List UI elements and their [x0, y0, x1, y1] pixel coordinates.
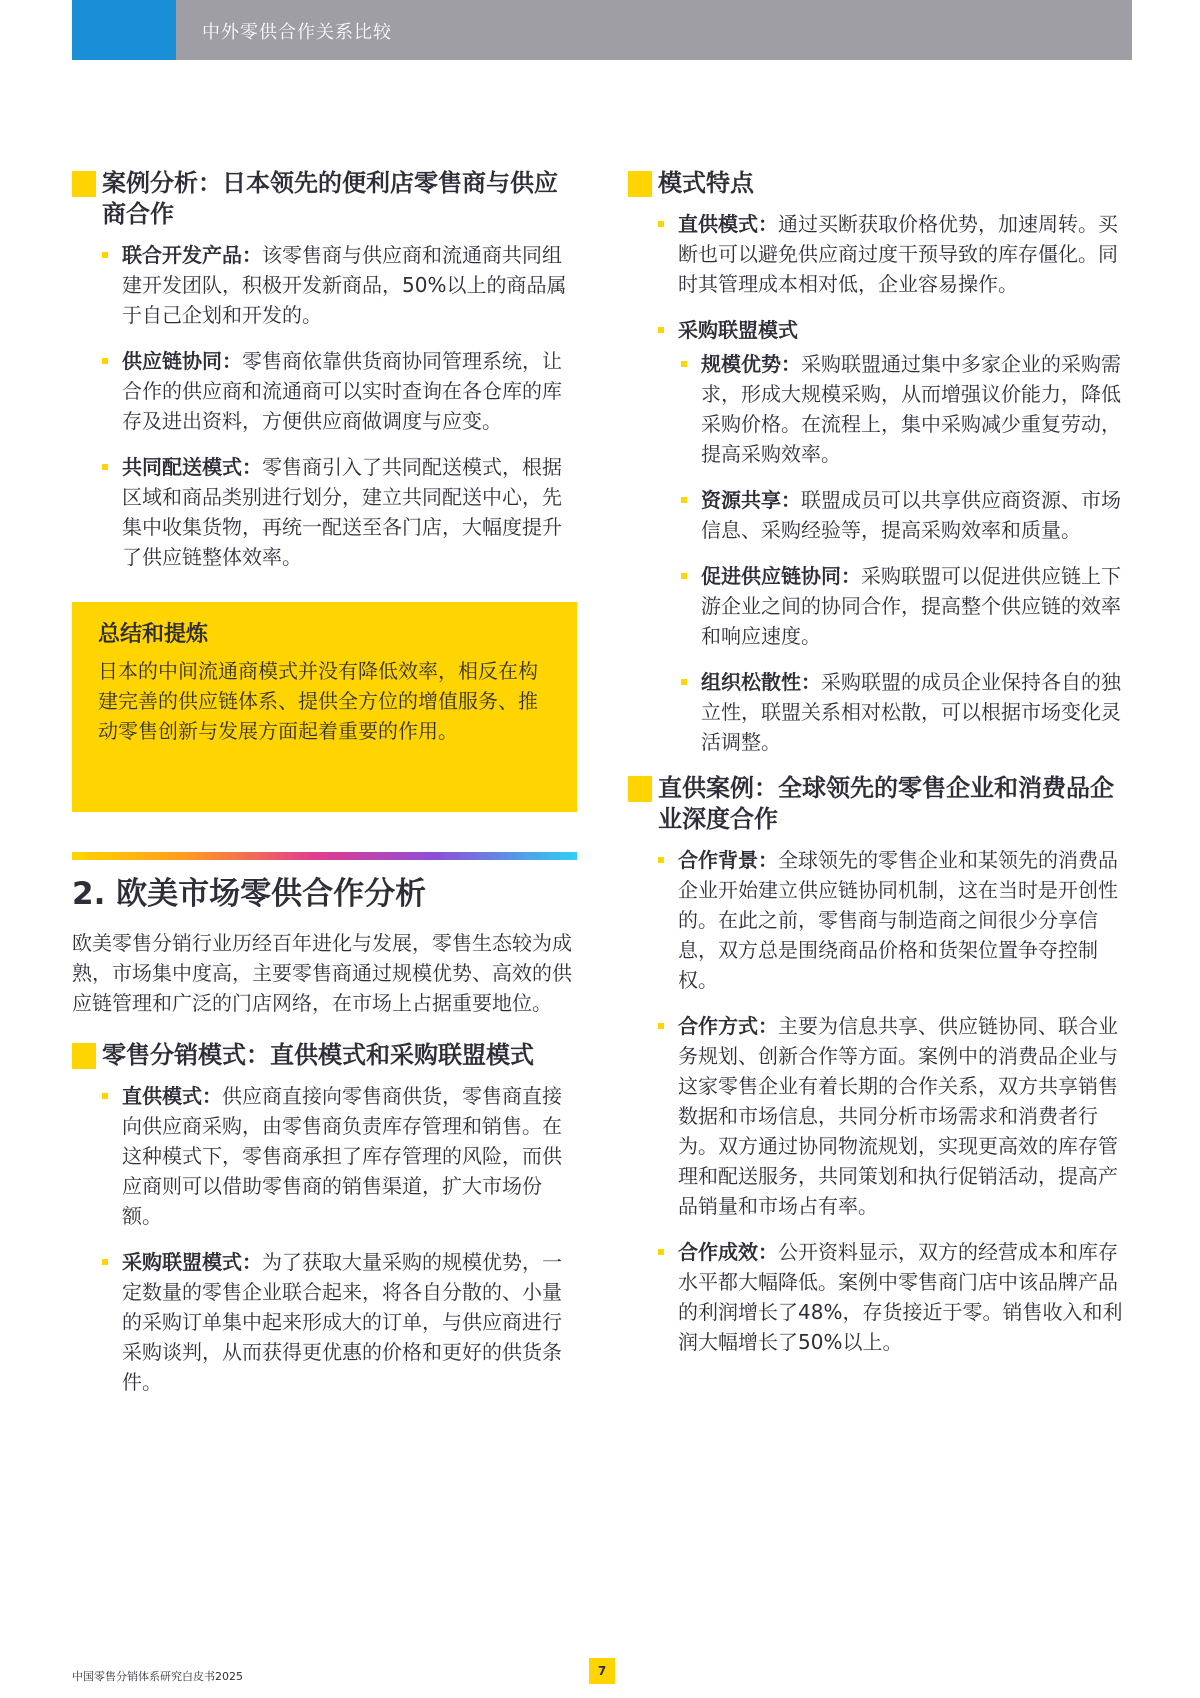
item-label: 直供模式：	[678, 212, 778, 236]
page-header	[72, 0, 1132, 60]
list-item	[628, 845, 1133, 995]
item-label: 直供模式：	[122, 1084, 222, 1108]
summary-box	[72, 602, 577, 812]
item-label: 采购联盟模式：	[122, 1250, 262, 1274]
alliance-sublist	[678, 349, 1133, 757]
item-label: 组织松散性：	[701, 670, 821, 694]
item-text: 采购联盟的成员企业保持各自的独立性，联盟关系相对松散，可以根据市场变化灵活调整。	[701, 670, 1121, 754]
item-label: 共同配送模式：	[122, 455, 262, 479]
item-label: 联合开发产品：	[122, 243, 262, 267]
item-text: 零售商依靠供货商协同管理系统，让合作的供应商和流通商可以实时查询在各仓库的库存及进出资料，方便供应商做调度与应变。	[122, 349, 562, 433]
features-list	[628, 209, 1133, 757]
item-text: 为了获取大量采购的规模优势，一定数量的零售企业联合起来，将各自分散的、小量的采购订单集中起来形成大的订单，与供应商进行采购谈判，从而获得更优惠的价格和更好的供货条件。	[122, 1250, 562, 1394]
case-analysis-list	[72, 240, 577, 572]
list-item	[628, 1011, 1133, 1221]
direct-case-list	[628, 845, 1133, 1357]
list-item	[628, 1237, 1133, 1357]
item-text: 该零售商与供应商和流通商共同组建开发团队，积极开发新商品，50%以上的商品属于自己企划和开发的。	[122, 243, 567, 327]
item-label: 合作背景：	[678, 848, 778, 872]
list-item	[72, 452, 577, 572]
page-number: 7	[589, 1658, 615, 1684]
item-text: 采购联盟可以促进供应链上下游企业之间的协同合作，提高整个供应链的效率和响应速度。	[701, 564, 1121, 648]
section-divider	[72, 852, 577, 860]
list-item	[72, 240, 577, 330]
list-item	[628, 315, 1133, 757]
footer-document-title: 中国零售分销体系研究白皮书2025	[72, 1670, 243, 1683]
section2-title: 2. 欧美市场零供合作分析	[72, 876, 427, 912]
sub-list-item	[678, 349, 1133, 469]
features-heading: 模式特点	[628, 168, 1133, 199]
list-item	[72, 1247, 577, 1397]
item-label: 合作方式：	[678, 1014, 778, 1038]
list-item	[628, 209, 1133, 299]
summary-title: 总结和提炼	[98, 622, 209, 647]
item-text: 供应商直接向零售商供货，零售商直接向供应商采购，由零售商负责库存管理和销售。在这种模式下，零售商承担了库存管理的风险，而供应商则可以借助零售商的销售渠道，扩大市场份额。	[122, 1084, 562, 1228]
item-text: 全球领先的零售企业和某领先的消费品企业开始建立供应链协同机制，这在当时是开创性的。在此之前，零售商与制造商之间很少分享信息，双方总是围绕商品价格和货架位置争夺控制权。	[678, 848, 1118, 992]
left-column	[72, 168, 577, 1413]
item-label: 资源共享：	[701, 488, 801, 512]
header-title: 中外零供合作关系比较	[202, 22, 392, 43]
item-text: 零售商引入了共同配送模式，根据区域和商品类别进行划分，建立共同配送中心，先集中收集货物，再统一配送至各门店，大幅度提升了供应链整体效率。	[122, 455, 562, 569]
case-analysis-heading: 案例分析：日本领先的便利店零售商与供应商合作	[72, 168, 577, 230]
item-text: 联盟成员可以共享供应商资源、市场信息、采购经验等，提高采购效率和质量。	[701, 488, 1121, 542]
item-label: 供应链协同：	[122, 349, 242, 373]
list-item	[72, 346, 577, 436]
header-accent-block	[72, 0, 176, 60]
item-text: 通过买断获取价格优势，加速周转。买断也可以避免供应商过度干预导致的库存僵化。同时其管理成本相对低，企业容易操作。	[678, 212, 1118, 296]
distribution-mode-heading: 零售分销模式：直供模式和采购联盟模式	[72, 1040, 577, 1071]
item-label: 促进供应链协同：	[701, 564, 861, 588]
direct-case-heading: 直供案例：全球领先的零售企业和消费品企业深度合作	[628, 773, 1133, 835]
item-label: 规模优势：	[701, 352, 801, 376]
sub-list-item	[678, 667, 1133, 757]
section2-intro: 欧美零售分销行业历经百年进化与发展，零售生态较为成熟，市场集中度高，主要零售商通过规模优势、高效的供应链管理和广泛的门店网络，在市场上占据重要地位。	[72, 931, 572, 1015]
list-item	[72, 1081, 577, 1231]
distribution-mode-list	[72, 1081, 577, 1397]
item-text: 公开资料显示，双方的经营成本和库存水平都大幅降低。案例中零售商门店中该品牌产品的利润增长了48%，存货接近于零。销售收入和利润大幅增长了50%以上。	[678, 1240, 1123, 1354]
sub-list-item	[678, 561, 1133, 651]
item-label: 合作成效：	[678, 1240, 778, 1264]
item-text: 主要为信息共享、供应链协同、联合业务规划、创新合作等方面。案例中的消费品企业与这家零售企业有着长期的合作关系，双方共享销售数据和市场信息，共同分析市场需求和消费者行为。双方通过协同物流规划，实现更高效的库存管理和配送服务，共同策划和执行促销活动，提高产品销量和市场占有率。	[678, 1014, 1118, 1218]
summary-body: 日本的中间流通商模式并没有降低效率，相反在构建完善的供应链体系、提供全方位的增值服务、推动零售创新与发展方面起着重要的作用。	[98, 659, 538, 743]
sub-list-item	[678, 485, 1133, 545]
item-text: 采购联盟通过集中多家企业的采购需求，形成大规模采购，从而增强议价能力，降低采购价格。在流程上，集中采购减少重复劳动，提高采购效率。	[701, 352, 1121, 466]
item-label: 采购联盟模式	[678, 318, 798, 342]
right-column	[628, 168, 1133, 1373]
